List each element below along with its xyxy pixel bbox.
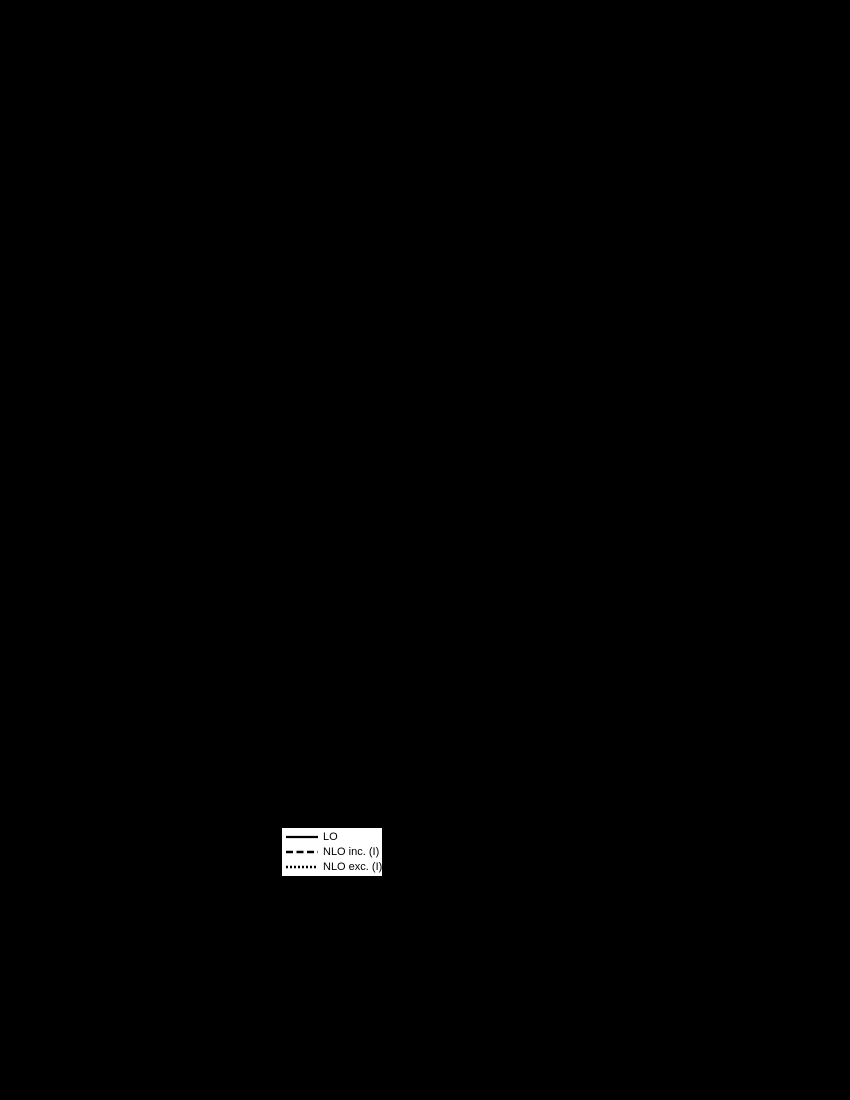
solid-line-icon	[285, 831, 319, 843]
legend-entry-nlo-inc	[285, 845, 379, 859]
dashed-line-icon	[285, 846, 319, 858]
legend-label-nlo-exc: NLO exc. (I)	[323, 861, 383, 873]
chart-legend	[281, 827, 383, 877]
legend-entry-lo	[285, 830, 379, 844]
legend-label-nlo-inc: NLO inc. (I)	[323, 846, 380, 858]
legend-label-lo: LO	[323, 831, 338, 843]
legend-entry-nlo-exc	[285, 860, 383, 874]
dotted-line-icon	[285, 861, 319, 873]
